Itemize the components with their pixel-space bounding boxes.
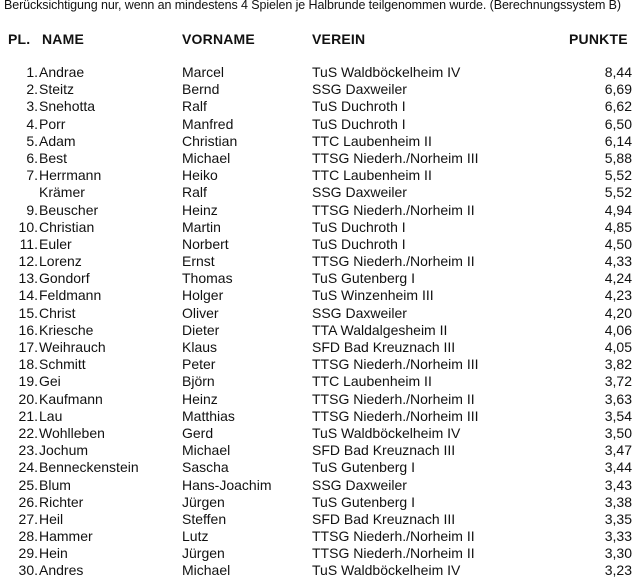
first-name-cell: Ralf — [182, 184, 207, 201]
name-cell: Herrmann — [39, 167, 102, 184]
points-cell: 3,72 — [604, 373, 632, 390]
table-row — [0, 184, 640, 201]
club-cell: TuS Duchroth I — [312, 235, 406, 252]
points-cell: 6,14 — [604, 132, 632, 149]
points-cell: 4,23 — [604, 287, 632, 304]
first-name-cell: Michael — [182, 149, 231, 166]
first-name-cell: Holger — [182, 287, 224, 304]
name-cell: Hammer — [39, 528, 93, 545]
table-row — [0, 459, 640, 476]
first-name-cell: Heiko — [182, 167, 218, 184]
rank-cell: 25. — [18, 476, 38, 493]
points-cell: 3,63 — [604, 390, 632, 407]
name-cell: Best — [39, 149, 68, 166]
rank-cell: 9. — [26, 201, 38, 218]
club-cell: TTSG Niederh./Norheim II — [312, 253, 475, 270]
first-name-cell: Jürgen — [182, 493, 225, 510]
first-name-cell: Bernd — [182, 81, 220, 98]
first-name-cell: Thomas — [182, 270, 233, 287]
rank-cell: 27. — [18, 510, 38, 527]
club-cell: TuS Duchroth I — [312, 218, 406, 235]
table-row — [0, 64, 640, 81]
first-name-cell: Ernst — [182, 253, 215, 270]
table-row — [0, 425, 640, 442]
club-cell: TTSG Niederh./Norheim II — [312, 201, 475, 218]
name-cell: Snehotta — [39, 98, 96, 115]
name-cell: Gondorf — [39, 270, 90, 287]
rank-cell: 7. — [26, 167, 38, 184]
points-cell: 3,43 — [604, 476, 632, 493]
first-name-cell: Klaus — [182, 339, 218, 355]
club-cell: SSG Daxweiler — [312, 476, 407, 493]
rank-cell: 11. — [19, 235, 38, 252]
table-row — [0, 219, 640, 236]
rank-cell: 15. — [18, 304, 38, 321]
name-cell: Benneckenstein — [39, 459, 139, 476]
name-cell: Steitz — [39, 81, 75, 98]
table-row — [0, 81, 640, 98]
header-punkte: PUNKTE — [569, 31, 628, 47]
table-row — [0, 150, 640, 167]
first-name-cell: Michael — [182, 562, 231, 579]
club-cell: TuS Waldböckelheim IV — [312, 424, 461, 441]
rank-cell: 5. — [26, 132, 38, 149]
header-pl: PL. — [8, 31, 31, 47]
rank-cell: 29. — [18, 545, 38, 562]
name-cell: Krämer — [39, 184, 85, 201]
first-name-cell: Marcel — [182, 64, 225, 80]
points-cell: 5,52 — [604, 167, 632, 184]
rank-cell: 12. — [18, 253, 38, 270]
points-cell: 6,69 — [604, 81, 632, 98]
first-name-cell: Norbert — [182, 235, 229, 252]
name-cell: Blum — [39, 476, 71, 493]
table-row — [0, 562, 640, 579]
table-row — [0, 528, 640, 545]
rank-cell: 22. — [18, 424, 38, 441]
club-cell: TuS Waldböckelheim IV — [312, 562, 461, 579]
points-cell: 8,44 — [604, 64, 632, 80]
name-cell: Christ — [39, 304, 76, 321]
name-cell: Gei — [39, 373, 61, 390]
rank-cell: 10. — [18, 218, 38, 235]
table-row — [0, 116, 640, 133]
table-row — [0, 167, 640, 184]
name-cell: Lorenz — [39, 253, 82, 270]
table-row — [0, 305, 640, 322]
table-row — [0, 202, 640, 219]
first-name-cell: Martin — [182, 218, 221, 235]
first-name-cell: Oliver — [182, 304, 219, 321]
club-cell: SFD Bad Kreuznach III — [312, 442, 456, 459]
points-cell: 4,05 — [604, 339, 632, 355]
name-cell: Feldmann — [39, 287, 102, 304]
name-cell: Weihrauch — [39, 339, 106, 355]
points-cell: 3,30 — [604, 545, 632, 562]
table-row — [0, 98, 640, 115]
club-cell: SFD Bad Kreuznach III — [312, 339, 456, 355]
first-name-cell: Gerd — [182, 424, 214, 441]
table-row — [0, 287, 640, 304]
club-cell: TuS Duchroth I — [312, 98, 406, 115]
club-cell: TuS Winzenheim III — [312, 287, 434, 304]
club-cell: TTSG Niederh./Norheim II — [312, 528, 475, 545]
points-cell: 3,54 — [604, 407, 632, 424]
name-cell: Christian — [39, 218, 95, 235]
club-cell: SSG Daxweiler — [312, 81, 407, 98]
table-row — [0, 270, 640, 287]
rank-cell: 21. — [18, 407, 38, 424]
first-name-cell: Björn — [182, 373, 215, 390]
points-cell: 3,33 — [604, 528, 632, 545]
points-cell: 3,50 — [604, 424, 632, 441]
name-cell: Andres — [39, 562, 84, 579]
points-cell: 4,85 — [604, 218, 632, 235]
name-cell: Jochum — [39, 442, 89, 459]
rank-cell: 23. — [18, 442, 38, 459]
rank-cell: 30. — [18, 562, 38, 579]
points-cell: 5,52 — [604, 184, 632, 201]
first-name-cell: Christian — [182, 132, 238, 149]
points-cell: 3,35 — [604, 510, 632, 527]
points-cell: 6,50 — [604, 115, 632, 132]
first-name-cell: Steffen — [182, 510, 227, 527]
points-cell: 3,23 — [604, 562, 632, 579]
first-name-cell: Dieter — [182, 321, 220, 338]
table-row — [0, 477, 640, 494]
club-cell: TuS Gutenberg I — [312, 270, 415, 287]
table-row — [0, 373, 640, 390]
table-row — [0, 356, 640, 373]
name-cell: Wohlleben — [39, 424, 105, 441]
first-name-cell: Manfred — [182, 115, 234, 132]
table-row — [0, 236, 640, 253]
club-cell: TuS Waldböckelheim IV — [312, 64, 461, 80]
name-cell: Beuscher — [39, 201, 99, 218]
first-name-cell: Jürgen — [182, 545, 225, 562]
table-row — [0, 442, 640, 459]
rank-cell: 1. — [26, 64, 38, 80]
name-cell: Heil — [39, 510, 64, 527]
table-row — [0, 253, 640, 270]
name-cell: Richter — [39, 493, 84, 510]
club-cell: TTSG Niederh./Norheim III — [312, 149, 479, 166]
header-verein: VEREIN — [312, 31, 366, 47]
points-cell: 6,62 — [604, 98, 632, 115]
points-cell: 3,47 — [604, 442, 632, 459]
club-cell: SSG Daxweiler — [312, 184, 407, 201]
points-cell: 4,50 — [604, 235, 632, 252]
table-row — [0, 339, 640, 356]
first-name-cell: Hans-Joachim — [182, 476, 272, 493]
first-name-cell: Heinz — [182, 201, 218, 218]
club-cell: TTA Waldalgesheim II — [312, 321, 448, 338]
name-cell: Hein — [39, 545, 68, 562]
points-cell: 4,20 — [604, 304, 632, 321]
rank-cell: 13. — [18, 270, 38, 287]
rank-cell: 18. — [18, 356, 38, 373]
club-cell: TTSG Niederh./Norheim III — [312, 356, 479, 373]
table-row — [0, 322, 640, 339]
club-cell: TTC Laubenheim II — [312, 167, 432, 184]
points-cell: 4,06 — [604, 321, 632, 338]
table-row — [0, 511, 640, 528]
name-cell: Kriesche — [39, 321, 94, 338]
table-row — [0, 133, 640, 150]
points-cell: 5,88 — [604, 149, 632, 166]
first-name-cell: Ralf — [182, 98, 207, 115]
first-name-cell: Peter — [182, 356, 216, 373]
club-cell: TTSG Niederh./Norheim II — [312, 390, 475, 407]
name-cell: Andrae — [39, 64, 85, 80]
club-cell: TuS Gutenberg I — [312, 493, 415, 510]
points-cell: 4,94 — [604, 201, 632, 218]
club-cell: SSG Daxweiler — [312, 304, 407, 321]
rank-cell: 28. — [18, 528, 38, 545]
rank-cell: 17. — [18, 339, 38, 355]
club-cell: TTC Laubenheim II — [312, 373, 432, 390]
club-cell: TuS Duchroth I — [312, 115, 406, 132]
points-cell: 3,38 — [604, 493, 632, 510]
club-cell: TTSG Niederh./Norheim II — [312, 545, 475, 562]
rank-cell: 16. — [18, 321, 38, 338]
points-cell: 4,33 — [604, 253, 632, 270]
name-cell: Schmitt — [39, 356, 86, 373]
first-name-cell: Matthias — [182, 407, 235, 424]
rank-cell: 3. — [26, 98, 38, 115]
name-cell: Euler — [39, 235, 72, 252]
name-cell: Adam — [39, 132, 76, 149]
rank-cell: 6. — [26, 149, 38, 166]
note-text: Berücksichtigung nur, wenn an mindestens 4 Spielen je Halbrunde teilgenommen wurde. (Berechnungssystem B) — [4, 0, 621, 12]
club-cell: TuS Gutenberg I — [312, 459, 415, 476]
rank-cell: 4. — [26, 115, 38, 132]
table-row — [0, 494, 640, 511]
rank-cell: 14. — [18, 287, 38, 304]
first-name-cell: Michael — [182, 442, 231, 459]
header-vorname: VORNAME — [182, 31, 255, 47]
table-row — [0, 408, 640, 425]
first-name-cell: Sascha — [182, 459, 229, 476]
ranking-table — [0, 64, 640, 580]
rank-cell: 19. — [18, 373, 38, 390]
name-cell: Lau — [39, 407, 63, 424]
club-cell: SFD Bad Kreuznach III — [312, 510, 456, 527]
first-name-cell: Heinz — [182, 390, 218, 407]
points-cell: 4,24 — [604, 270, 632, 287]
table-row — [0, 391, 640, 408]
rank-cell: 20. — [18, 390, 38, 407]
name-cell: Kaufmann — [39, 390, 103, 407]
club-cell: TTSG Niederh./Norheim III — [312, 407, 479, 424]
rank-cell: 26. — [18, 493, 38, 510]
name-cell: Porr — [39, 115, 66, 132]
table-row — [0, 545, 640, 562]
points-cell: 3,82 — [604, 356, 632, 373]
header-name: NAME — [42, 31, 85, 47]
rank-cell: 24. — [18, 459, 38, 476]
points-cell: 3,44 — [604, 459, 632, 476]
club-cell: TTC Laubenheim II — [312, 132, 432, 149]
rank-cell: 2. — [26, 81, 38, 98]
first-name-cell: Lutz — [182, 528, 209, 545]
